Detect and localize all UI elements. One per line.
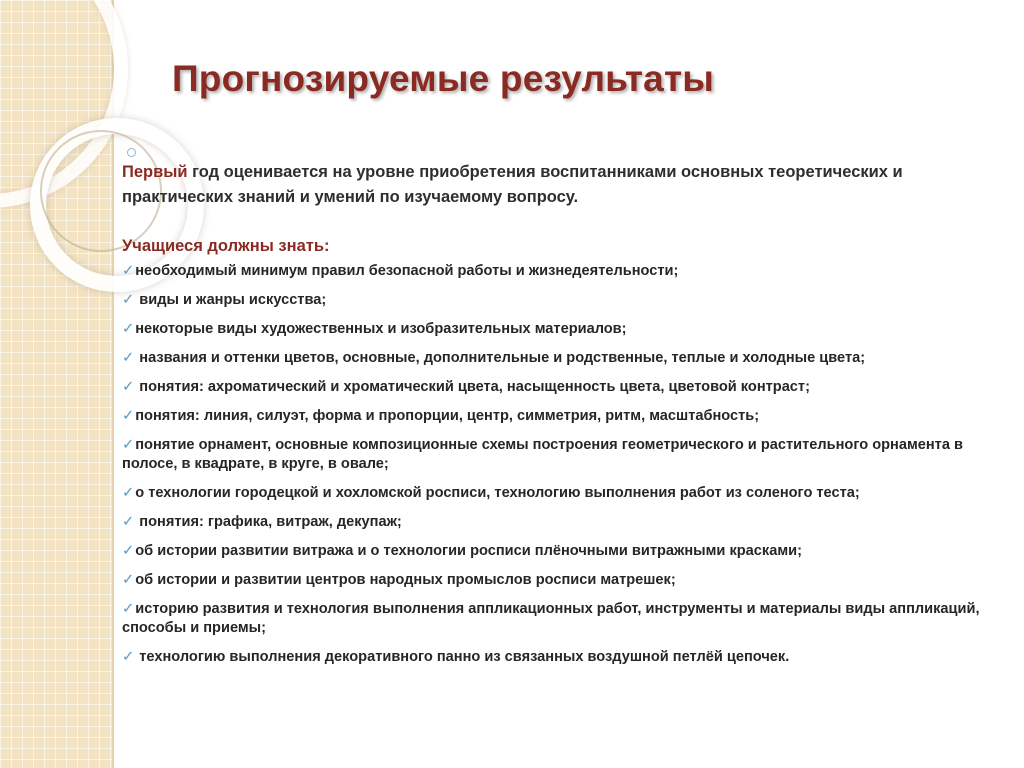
bullet-circle-icon: [127, 148, 136, 157]
knowledge-subheading: Учащиеся должны знать:: [122, 237, 330, 255]
checkmark-icon: ✓: [122, 321, 135, 337]
list-item-text: необходимый минимум правил безопасной работы и жизнедеятельности;: [135, 263, 679, 279]
list-item-text: некоторые виды художественных и изобразительных материалов;: [135, 321, 627, 337]
list-item: [122, 648, 982, 667]
list-item: [122, 262, 982, 281]
checkmark-icon: ✓: [122, 263, 135, 279]
list-item: [122, 378, 982, 397]
list-item-text: понятия: линия, силуэт, форма и пропорции, центр, симметрия, ритм, масштабность;: [135, 408, 760, 424]
intro-first-word: Первый: [122, 163, 188, 181]
list-item: [122, 600, 982, 638]
list-item: [122, 407, 982, 426]
intro-paragraph: [122, 160, 982, 210]
checkmark-icon: ✓: [122, 485, 135, 501]
knowledge-list: [122, 262, 982, 667]
list-item: [122, 542, 982, 561]
checkmark-icon: ✓: [122, 379, 135, 395]
intro-text: год оценивается на уровне приобретения воспитанниками основных теоретических и практических знаний и умений по изучаемому вопросу.: [122, 163, 903, 206]
slide-title: Прогнозируемые результаты: [172, 58, 715, 99]
list-item-text: об истории развитии витража и о технологии росписи плёночными витражными красками;: [135, 543, 802, 559]
list-item: [122, 320, 982, 339]
slide-content: [122, 160, 982, 677]
list-item-text: понятия: ахроматический и хроматический цвета, насыщенность цвета, цветовой контраст;: [135, 379, 810, 395]
list-item-text: технологию выполнения декоративного панно из связанных воздушной петлёй цепочек.: [135, 649, 790, 665]
checkmark-icon: ✓: [122, 514, 135, 530]
list-item-text: понятия: графика, витраж, декупаж;: [135, 514, 402, 530]
checkmark-icon: ✓: [122, 572, 135, 588]
list-item-text: названия и оттенки цветов, основные, дополнительные и родственные, теплые и холодные цвета;: [135, 350, 866, 366]
checkmark-icon: ✓: [122, 437, 135, 453]
list-item: [122, 349, 982, 368]
list-item: [122, 513, 982, 532]
checkmark-icon: ✓: [122, 350, 135, 366]
list-item-text: историю развития и технология выполнения аппликационных работ, инструменты и материалы виды аппликаций, способы и приемы;: [122, 601, 980, 636]
list-item-text: виды и жанры искусства;: [135, 292, 327, 308]
list-item-text: понятие орнамент, основные композиционные схемы построения геометрического и растительного орнамента в полосе, в квадрате, в круге, в овале;: [122, 437, 963, 472]
list-item: [122, 436, 982, 474]
list-item: [122, 291, 982, 310]
checkmark-icon: ✓: [122, 543, 135, 559]
checkmark-icon: ✓: [122, 292, 135, 308]
list-item: [122, 571, 982, 590]
list-item-text: об истории и развитии центров народных промыслов росписи матрешек;: [135, 572, 676, 588]
list-item-text: о технологии городецкой и хохломской росписи, технологию выполнения работ из соленого теста;: [135, 485, 860, 501]
checkmark-icon: ✓: [122, 649, 135, 665]
list-item: [122, 484, 982, 503]
checkmark-icon: ✓: [122, 408, 135, 424]
checkmark-icon: ✓: [122, 601, 135, 617]
